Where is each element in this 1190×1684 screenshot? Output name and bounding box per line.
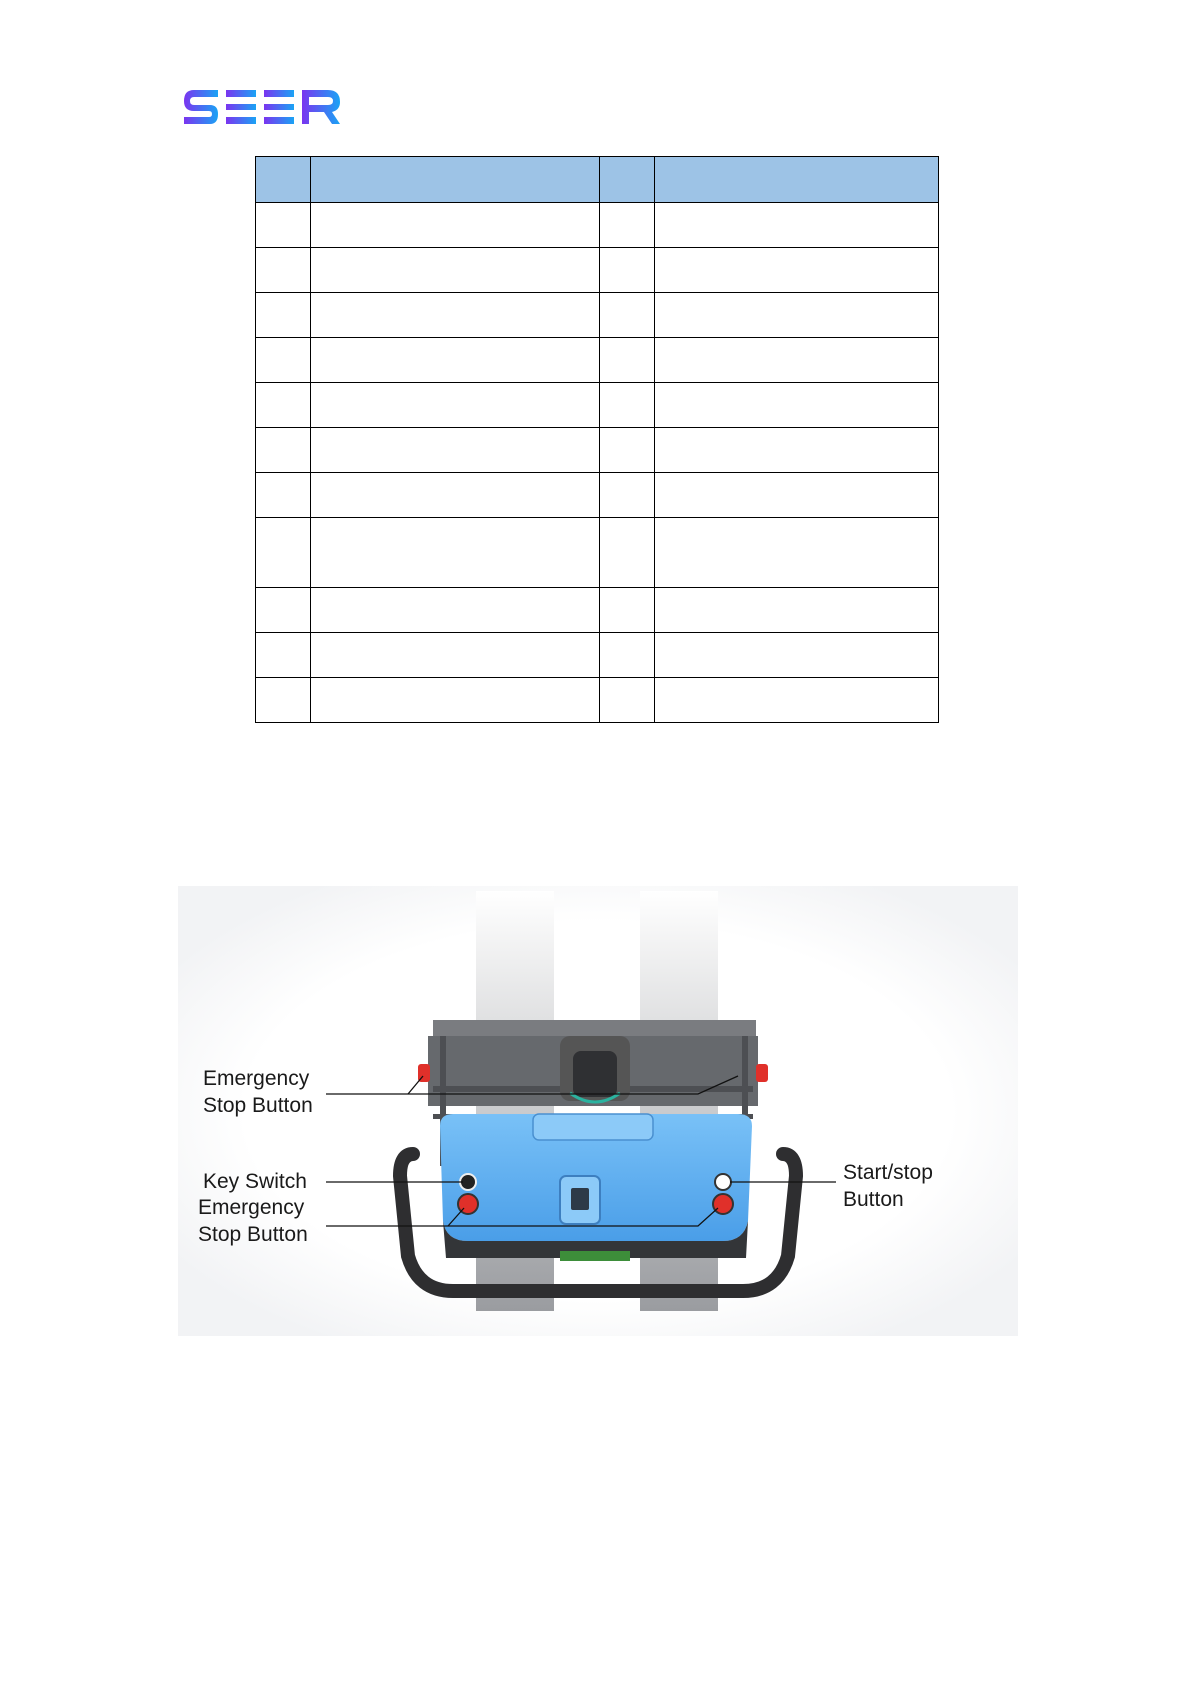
table-cell [655, 473, 939, 518]
table-row [256, 293, 939, 338]
table-row [256, 203, 939, 248]
header-cell [655, 157, 939, 203]
table-row [256, 248, 939, 293]
label-key-switch: Key Switch [203, 1170, 307, 1193]
front-plate [560, 1251, 630, 1261]
table-row [256, 633, 939, 678]
table-cell [311, 518, 600, 588]
table-cell [655, 383, 939, 428]
header-cell [600, 157, 655, 203]
table-cell [600, 678, 655, 723]
label-emergency-stop-top: Emergency Stop Button [203, 1067, 313, 1117]
table-cell [600, 203, 655, 248]
table-header-row [256, 157, 939, 203]
table-cell [600, 293, 655, 338]
table-cell [311, 678, 600, 723]
table-cell [256, 293, 311, 338]
table-row [256, 678, 939, 723]
table-cell [655, 338, 939, 383]
table-cell [655, 203, 939, 248]
table-cell [256, 383, 311, 428]
table-cell [600, 383, 655, 428]
start-stop-button [715, 1174, 731, 1190]
table-row [256, 338, 939, 383]
table-cell [256, 338, 311, 383]
table-cell [311, 383, 600, 428]
table-cell [600, 633, 655, 678]
table-cell [256, 633, 311, 678]
table-cell [311, 338, 600, 383]
table-cell [256, 473, 311, 518]
table-cell [256, 518, 311, 588]
table-row [256, 588, 939, 633]
table-row [256, 473, 939, 518]
table-cell [311, 428, 600, 473]
table-row [256, 518, 939, 588]
table-cell [655, 678, 939, 723]
table-cell [311, 473, 600, 518]
estop-bottom-right [713, 1194, 733, 1214]
table-cell [256, 203, 311, 248]
frame-top [433, 1020, 756, 1036]
table-cell [655, 428, 939, 473]
table-cell [311, 588, 600, 633]
table-row [256, 383, 939, 428]
table-cell [311, 248, 600, 293]
table-cell [600, 588, 655, 633]
label-emergency-stop-bottom: Emergency Stop Button [198, 1196, 308, 1246]
seer-logo [182, 88, 342, 132]
table-cell [600, 428, 655, 473]
table-cell [311, 633, 600, 678]
table-cell [256, 428, 311, 473]
table-cell [600, 473, 655, 518]
table-cell [655, 293, 939, 338]
table-cell [655, 518, 939, 588]
robot-diagram [178, 886, 1018, 1340]
table-cell [655, 633, 939, 678]
table-cell [311, 203, 600, 248]
table-row [256, 428, 939, 473]
table-cell [600, 338, 655, 383]
table-cell [600, 518, 655, 588]
estop-top-right [756, 1064, 768, 1082]
table-cell [256, 588, 311, 633]
table-cell [655, 588, 939, 633]
lidar-sensor [573, 1051, 617, 1097]
header-cell [256, 157, 311, 203]
header-cell [311, 157, 600, 203]
label-start-stop-button: Start/stop Button [843, 1161, 933, 1211]
logo-text [182, 88, 342, 128]
table-cell [600, 248, 655, 293]
table-cell [256, 678, 311, 723]
table-cell [256, 248, 311, 293]
table-cell [311, 293, 600, 338]
spec-table [255, 156, 939, 723]
table-cell [655, 248, 939, 293]
